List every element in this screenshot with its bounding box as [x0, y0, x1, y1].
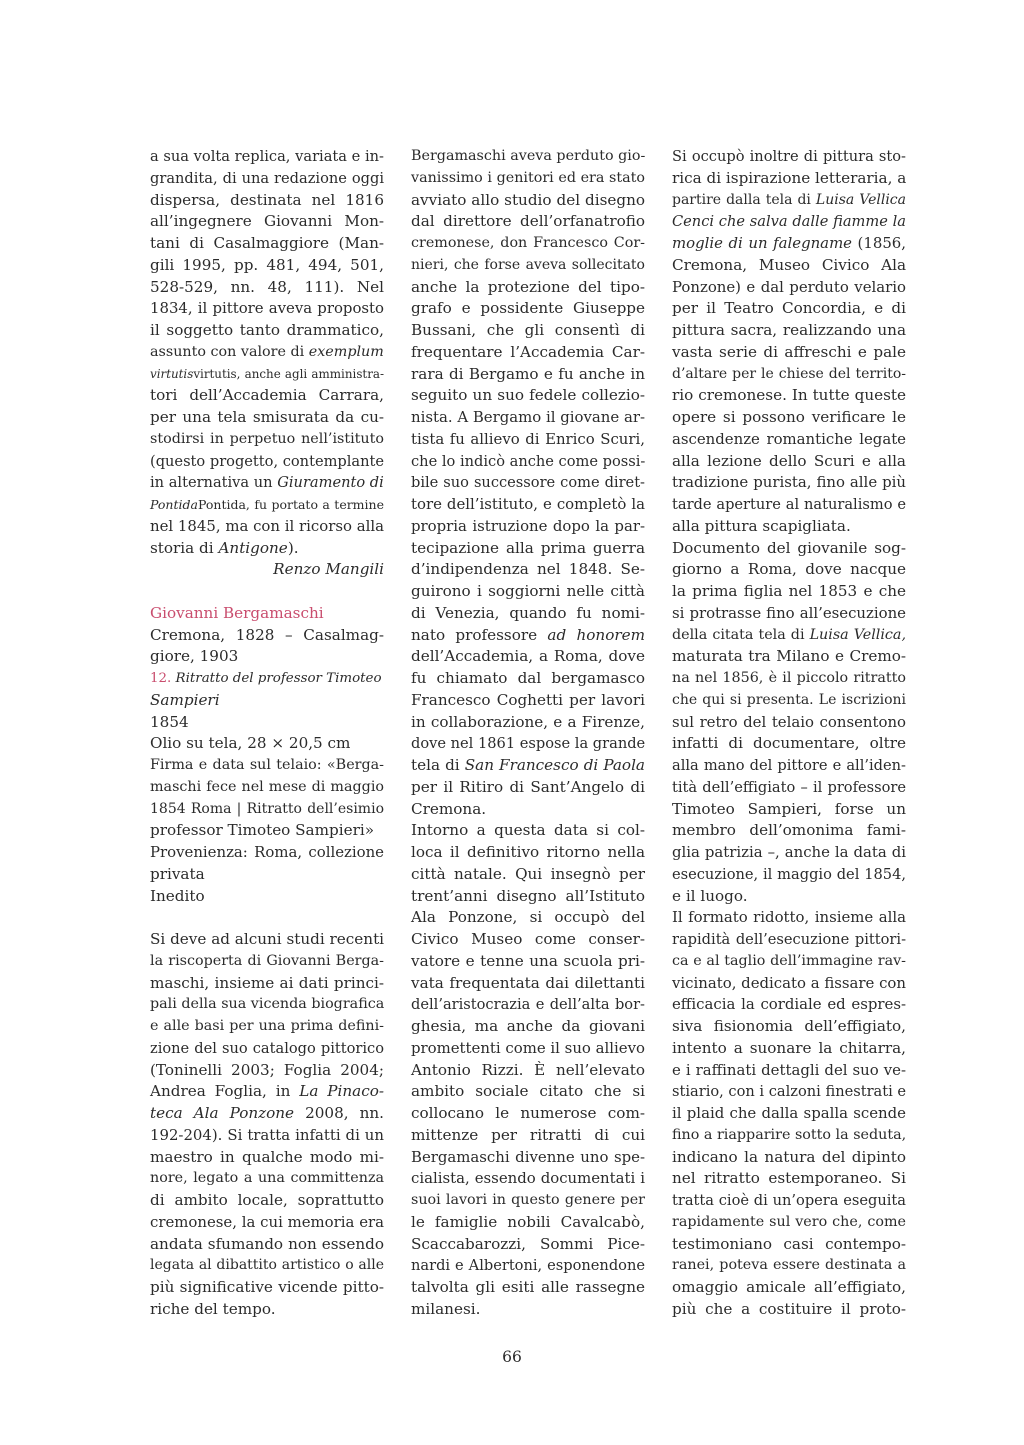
text-line: rio cremonese. In tutte queste [672, 386, 906, 405]
text-line: all’ingegnere Giovanni Mon- [150, 212, 384, 231]
text-column-3 [672, 146, 906, 1321]
text-line: frequentare l’Accademia Car- [411, 342, 645, 361]
text-line: città natale. Qui insegnò per [411, 864, 645, 883]
text-line: d’altare per le chiese del territo- [672, 365, 906, 382]
text-line: Scaccabarozzi, Sommi Pice- [411, 1234, 645, 1253]
text-line: pittura sacra, realizzando una [672, 321, 906, 339]
text-line: dal direttore dell’orfanatrofio [411, 212, 645, 231]
italic-term: La Pinaco- [299, 1082, 384, 1101]
text-line: nardi e Albertoni, esponendone [411, 1257, 645, 1275]
text-line: glia patrizia –, anche la data di [672, 843, 906, 861]
artist-dates: Cremona, 1828 – Casalmag- [150, 625, 384, 644]
text-line: grandita, di una redazione oggi [150, 169, 384, 187]
text-column-1 [150, 146, 384, 1321]
text-line: ca e al taglio dell’immagine rav- [672, 952, 906, 969]
entry-inscription: professor Timoteo Sampieri» [150, 821, 374, 840]
text-line: e i raffinati dettagli del suo ve- [672, 1060, 906, 1079]
text-line: tratta cioè di un’opera eseguita [672, 1192, 906, 1209]
text-line: che lo indicò anche come possi- [411, 452, 646, 470]
text-line: Timoteo Sampieri, forse un [672, 799, 906, 818]
text-line: Ponzone) e dal perduto velario [672, 277, 906, 296]
text-line: propria istruzione dopo la par- [411, 516, 645, 535]
text-line: ambito sociale citato che si [411, 1082, 645, 1101]
entry-inscription: maschi fece nel mese di maggio [150, 778, 384, 795]
text-line: omaggio amicale all’effigiato, [672, 1278, 906, 1296]
text-line: maestro in qualche modo mi- [150, 1147, 384, 1166]
text-line [150, 538, 384, 560]
text-line [672, 190, 906, 212]
text-line: riche del tempo. [150, 1299, 276, 1318]
text-line: gili 1995, pp. 481, 494, 501, [150, 255, 384, 274]
text-line: Intorno a questa data si col- [411, 821, 645, 840]
text-line: la prima figlia nel 1853 e che [672, 582, 906, 600]
entry-inscription: 1854 Roma | Ritratto dell’esimio [150, 800, 384, 817]
text-run: della citata tela di [672, 626, 810, 643]
text-line: 192-204). Si tratta infatti di un [150, 1125, 384, 1144]
text-line [150, 364, 384, 386]
text-line: cialista, essendo documentati i [411, 1169, 645, 1188]
text-line: Bergamaschi divenne uno spe- [411, 1147, 645, 1166]
text-line: Cremona, Museo Civico Ala [672, 255, 906, 274]
text-line [672, 625, 906, 647]
text-line: Civico Museo come conser- [411, 930, 645, 948]
text-run: virtutis, anche agli amministra- [193, 366, 384, 381]
text-line: Bergamaschi aveva perduto gio- [411, 148, 646, 164]
text-run: 2008, nn. [294, 1104, 384, 1122]
text-line: alla lezione dello Scuri e alla [672, 451, 906, 470]
text-line: 528-529, nn. 48, 111). Nel [150, 277, 384, 296]
paragraph [150, 929, 384, 1321]
text-line: loca il definitivo ritorno nella [411, 843, 645, 861]
entry-unpublished: Inedito [150, 886, 205, 905]
text-line: dell’aristocrazia e dell’alta bor- [411, 996, 645, 1014]
italic-term: Pontida [150, 497, 198, 512]
text-line: indicano la natura del dipinto [672, 1147, 906, 1166]
text-line: rapidità dell’esecuzione pittori- [672, 931, 906, 948]
text-line: esecuzione, il maggio del 1854, [672, 865, 906, 883]
text-line: vasta serie di affreschi e pale [672, 342, 906, 361]
text-line: dell’Accademia, a Roma, dove [411, 647, 645, 666]
text-line: si protrasse fino all’esecuzione [672, 603, 906, 622]
text-line: talvolta gli esiti alle rassegne [411, 1278, 645, 1296]
text-line [150, 1103, 384, 1125]
text-line: il plaid che dalla spalla scende [672, 1104, 906, 1122]
text-line: alla pittura scapigliata. [672, 516, 851, 535]
text-line [150, 494, 384, 516]
entry-title [150, 668, 384, 690]
paragraph [150, 146, 384, 581]
text-line: pali della sua vicenda biografica [150, 996, 385, 1013]
text-line: la riscoperta di Giovanni Berga- [150, 952, 384, 969]
text-column-2 [411, 146, 645, 1321]
text-line: tista fu allievo di Enrico Scuri, [411, 429, 645, 448]
text-line: vicinato, dedicato a fissare con [672, 973, 906, 992]
text-line: di Venezia, quando fu nomi- [411, 603, 645, 622]
italic-term: San Francesco di Paola [464, 756, 645, 774]
text-line: più significative vicende pitto- [150, 1278, 384, 1296]
text-line: efficacia la cordiale ed espres- [672, 995, 906, 1014]
spacer [150, 581, 384, 603]
text-line: tradizione purista, fino alle più [672, 473, 906, 492]
text-run: Andrea Foglia, in [150, 1082, 300, 1101]
text-line: tità dell’effigiato – il professore [672, 778, 906, 796]
text-line: vata frequentata dai dilettanti [411, 973, 645, 992]
page-number: 66 [502, 1348, 522, 1366]
text-line: tani di Casalmaggiore (Man- [150, 234, 384, 252]
text-line: in collaborazione, e a Firenze, [411, 712, 645, 731]
text-line: dove nel 1861 espose la grande [411, 735, 646, 753]
text-line: Documento del giovanile sog- [672, 538, 906, 557]
artist-dates: giore, 1903 [150, 647, 239, 666]
text-line: Bussani, che gli consentì di [411, 321, 645, 339]
text-line: trent’anni disegno all’Istituto [411, 886, 645, 905]
text-line: Cenci che salva dalle fiamme la [672, 213, 906, 231]
text-line: na nel 1856, è il piccolo ritratto [672, 670, 906, 686]
text-line: nieri, che forse aveva sollecitato [411, 256, 645, 273]
text-run: ). [287, 538, 299, 557]
entry-number: 12. [150, 671, 172, 686]
text-line: Cremona. [411, 799, 487, 818]
text-line: nel ritratto estemporaneo. Si [672, 1169, 906, 1188]
text-line: anche la protezione del tipo- [411, 277, 645, 296]
text-line: bile suo successore come diret- [411, 474, 645, 492]
text-line: e alle basi per una prima defini- [150, 1018, 384, 1034]
text-line: legata al dibattito artistico o alle [150, 1257, 384, 1274]
text-line: (questo progetto, contemplante [150, 452, 385, 470]
entry-inscription: Firma e data sul telaio: «Berga- [150, 757, 384, 773]
italic-term: moglie di un falegname [672, 234, 852, 252]
text-line [150, 342, 384, 364]
text-line: Si occupò inoltre di pittura sto- [672, 148, 906, 165]
text-line: ghesia, ma anche da giovani [411, 1017, 645, 1035]
text-run: in alternativa un [150, 474, 278, 492]
text-line: d’indipendenza nel 1848. Se- [411, 560, 645, 579]
text-line: rara di Bergamo e fu anche in [411, 364, 645, 383]
spacer [150, 907, 384, 929]
text-line: opere si possono verificare le [672, 408, 906, 426]
text-line: di ambito locale, soprattutto [150, 1191, 384, 1209]
italic-term: Giuramento di [277, 474, 384, 492]
text-line: nore, legato a una committenza [150, 1170, 384, 1187]
text-line: siva fisionomia dell’effigiato, [672, 1017, 906, 1035]
text-line: infatti di documentare, oltre [672, 734, 906, 753]
text-line: (Toninelli 2003; Foglia 2004; [150, 1060, 384, 1079]
text-line: Si deve ad alcuni studi recenti [150, 930, 385, 948]
italic-term: Luisa Vellica, [809, 626, 906, 643]
text-line: giorno a Roma, dove nacque [672, 560, 906, 579]
text-line: andata sfumando non essendo [150, 1234, 384, 1253]
catalog-entry-header [150, 603, 384, 908]
text-line: alla mano del pittore e all’iden- [672, 757, 906, 774]
text-line: rica di ispirazione letteraria, a [672, 168, 907, 187]
text-line: fu chiamato dal bergamasco [411, 669, 645, 687]
text-line: per una tela smisurata da cu- [150, 408, 384, 426]
text-line: più che a costituire il proto- [672, 1299, 906, 1318]
text-line: per il Ritiro di Sant’Angelo di [411, 777, 645, 796]
author-signature: Renzo Mangili [273, 560, 384, 579]
text-run: assunto con valore di [150, 343, 309, 360]
text-line: cremonese, la cui memoria era [150, 1212, 384, 1231]
text-line: tori dell’Accademia Carrara, [150, 386, 384, 405]
text-line: stiario, con i calzoni finestrati e [672, 1083, 907, 1101]
entry-provenance: privata [150, 864, 205, 883]
text-line [411, 755, 645, 777]
text-line: e il luogo. [672, 886, 748, 905]
italic-term: virtutis [150, 366, 194, 381]
text-line: Ala Ponzone, si occupò del [411, 908, 645, 927]
text-line: Antonio Rizzi. È nell’elevato [411, 1060, 645, 1079]
italic-term: Antigone [218, 538, 288, 557]
text-line: vanissimo i genitori ed era stato [411, 169, 645, 186]
italic-term: Luisa Vellica [815, 191, 906, 208]
text-line: collocano le numerose com- [411, 1104, 645, 1122]
text-line: stodirsi in perpetuo nell’istituto [150, 430, 384, 447]
text-line: rapidamente sul vero che, come [672, 1213, 906, 1230]
text-line: milanesi. [411, 1299, 481, 1318]
entry-title: Sampieri [150, 690, 220, 709]
text-line: guirono i soggiorni nelle città [411, 582, 645, 600]
text-line: membro dell’omonima fami- [672, 821, 906, 840]
text-line: maschi, insieme ai dati princi- [150, 973, 384, 992]
text-line: tecipazione alla prima guerra [411, 538, 645, 557]
text-line: intento a suonare la chitarra, [672, 1038, 906, 1057]
italic-term: exemplum [308, 343, 384, 360]
text-line: Il formato ridotto, insieme alla [672, 908, 906, 927]
text-line: sul retro del telaio consentono [672, 712, 906, 731]
text-run: Pontida, fu portato a termine [197, 497, 384, 512]
text-line [411, 625, 645, 647]
text-line: il soggetto tanto drammatico, [150, 321, 384, 339]
text-line: mittenze per ritratti di cui [411, 1125, 645, 1144]
text-line: dispersa, destinata nel 1816 [150, 190, 384, 209]
text-line: per il Teatro Concordia, e di [672, 299, 906, 318]
text-run: (1856, [852, 234, 906, 252]
text-line: testimoniano casi contempo- [672, 1234, 906, 1253]
artist-name: Giovanni Bergamaschi [150, 603, 324, 622]
text-line: nel 1845, ma con il ricorso alla [150, 516, 384, 535]
text-line: cremonese, don Francesco Cor- [411, 235, 645, 251]
text-line: a sua volta replica, variata e in- [150, 148, 384, 165]
italic-term: teca Ala Ponzone [150, 1104, 295, 1122]
text-line [672, 233, 906, 255]
text-line: Francesco Coghetti per lavori [411, 690, 645, 709]
text-line: vatore e tenne una scuola pri- [411, 951, 645, 970]
entry-medium: Olio su tela, 28 × 20,5 cm [150, 734, 351, 753]
text-line: suoi lavori in questo genere per [411, 1192, 645, 1208]
entry-year: 1854 [150, 712, 189, 731]
text-line: avviato allo studio del disegno [411, 190, 645, 209]
text-line: promettenti come il suo allievo [411, 1038, 645, 1057]
text-line: fino a riapparire sotto la seduta, [672, 1126, 907, 1143]
text-line [150, 472, 384, 494]
text-line: che qui si presenta. Le iscrizioni [672, 691, 906, 708]
text-line: nista. A Bergamo il giovane ar- [411, 408, 645, 426]
text-line: 1834, il pittore aveva proposto [150, 299, 384, 318]
text-line: grafo e possidente Giuseppe [411, 299, 645, 318]
text-line: ranei, poteva essere destinata a [672, 1257, 906, 1274]
text-run: nato professore [411, 625, 548, 644]
text-line: tore dell’istituto, e completò la [411, 495, 645, 513]
text-line [150, 1081, 384, 1103]
text-run: tela di [411, 756, 465, 774]
entry-title-text: Ritratto del professor Timoteo [171, 671, 382, 686]
text-line: tarde aperture al naturalismo e [672, 496, 906, 513]
text-run: partire dalla tela di [672, 191, 816, 208]
text-line: maturata tra Milano e Cremo- [672, 647, 906, 666]
entry-provenance: Provenienza: Roma, collezione [150, 843, 384, 861]
text-run: storia di [150, 538, 219, 557]
text-line: zione del suo catalogo pittorico [150, 1039, 384, 1057]
italic-term: ad honorem [547, 625, 646, 644]
text-line: ascendenze romantiche legate [672, 429, 906, 448]
text-line: seguito un suo fedele collezio- [411, 386, 645, 405]
text-line: le famiglie nobili Cavalcabò, [411, 1212, 645, 1231]
